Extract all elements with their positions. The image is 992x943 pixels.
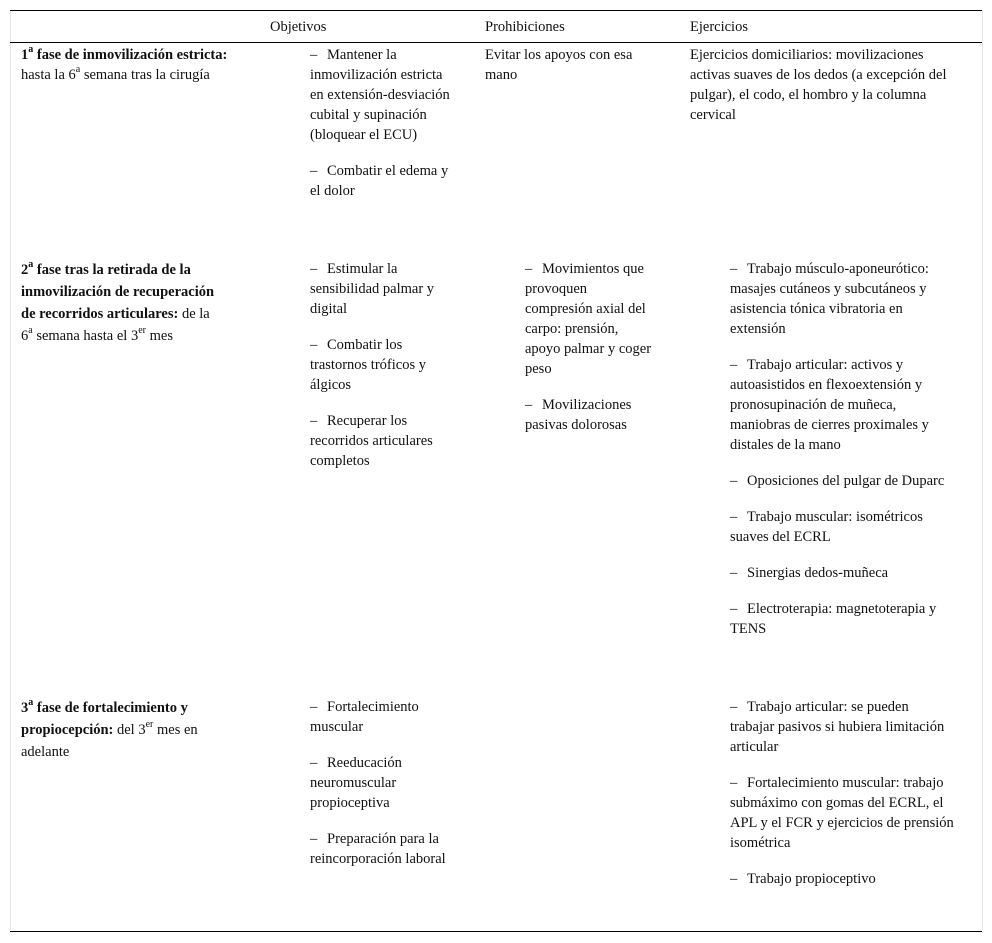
list-item: – Sinergias dedos-muñeca <box>730 565 889 581</box>
list-item: – Fortalecimiento muscular <box>310 699 419 735</box>
table-top-rule <box>10 10 982 11</box>
phase-2-prohibiciones <box>525 259 655 435</box>
phase-2-objetivos <box>310 259 450 471</box>
table-bottom-rule <box>10 931 982 932</box>
list-item: – Trabajo propioceptivo <box>730 871 876 887</box>
list-item: – Recuperar los recorridos articulares completos <box>310 413 433 469</box>
list-item: – Reeducación neuromuscular propioceptiva <box>310 755 402 811</box>
list-item: – Electroterapia: magnetoterapia y TENS <box>730 601 937 637</box>
list-item: – Estimular la sensibilidad palmar y digital <box>310 261 435 317</box>
list-item: – Trabajo músculo-aponeurótico: masajes cutáneos y subcutáneos y asistencia tónica vibratoria en extensión <box>730 261 929 337</box>
phase-1-label: 1$^a$ fase de inmovilización estricta: hasta la 6$^a$ semana tras la cirugía <box>21 44 228 83</box>
list-item: – Preparación para la reincorporación laboral <box>310 831 446 867</box>
phase-3-objetivos <box>310 697 450 869</box>
phase-1-ejercicios: Ejercicios domiciliarios: movilizaciones activas suaves de los dedos (a excepción del pulgar), el codo, el hombro y la columna cervical <box>690 47 947 123</box>
list-item: – Trabajo articular: activos y autoasistidos en flexoextensión y pronosupinación de muñeca, maniobras de cierres proximales y distales de la mano <box>730 357 929 453</box>
list-item: – Fortalecimiento muscular: trabajo submáximo con gomas del ECRL, el APL y el FCR y ejercicios de prensión isométrica <box>730 775 954 851</box>
header-ejercicios: Ejercicios <box>690 19 748 35</box>
phase-1-prohibiciones: Evitar los apoyos con esa mano <box>485 47 633 83</box>
phase-2-label: 2$^a$ fase tras la retirada de la inmovilización de recuperación de recorridos articulares: de la 6$^a$ semana hasta el 3er mes <box>21 259 215 344</box>
phase-1-objetivos <box>310 45 450 201</box>
phase-3-ejercicios <box>730 697 955 889</box>
list-item: – Trabajo articular: se pueden trabajar pasivos si hubiera limitación articular <box>730 699 945 755</box>
header-objetivos: Objetivos <box>270 19 327 35</box>
list-item: – Movimientos que provoquen compresión axial del carpo: prensión, apoyo palmar y coger peso <box>525 261 652 377</box>
table-header-rule <box>10 42 982 43</box>
phase-2-ejercicios <box>730 259 955 639</box>
list-item: – Combatir el edema y el dolor <box>310 163 449 199</box>
list-item: – Combatir los trastornos tróficos y álgicos <box>310 337 426 393</box>
list-item: – Oposiciones del pulgar de Duparc <box>730 473 945 489</box>
list-item: – Movilizaciones pasivas dolorosas <box>525 397 632 433</box>
list-item: – Trabajo muscular: isométricos suaves del ECRL <box>730 509 923 545</box>
header-prohibiciones: Prohibiciones <box>485 19 565 35</box>
phase-3-label: 3$^a$ fase de fortalecimiento y propiocepción: del 3er mes en adelante <box>21 697 198 760</box>
list-item: – Mantener la inmovilización estricta en extensión-desviación cubital y supinación (bloquear el ECU) <box>310 47 450 143</box>
